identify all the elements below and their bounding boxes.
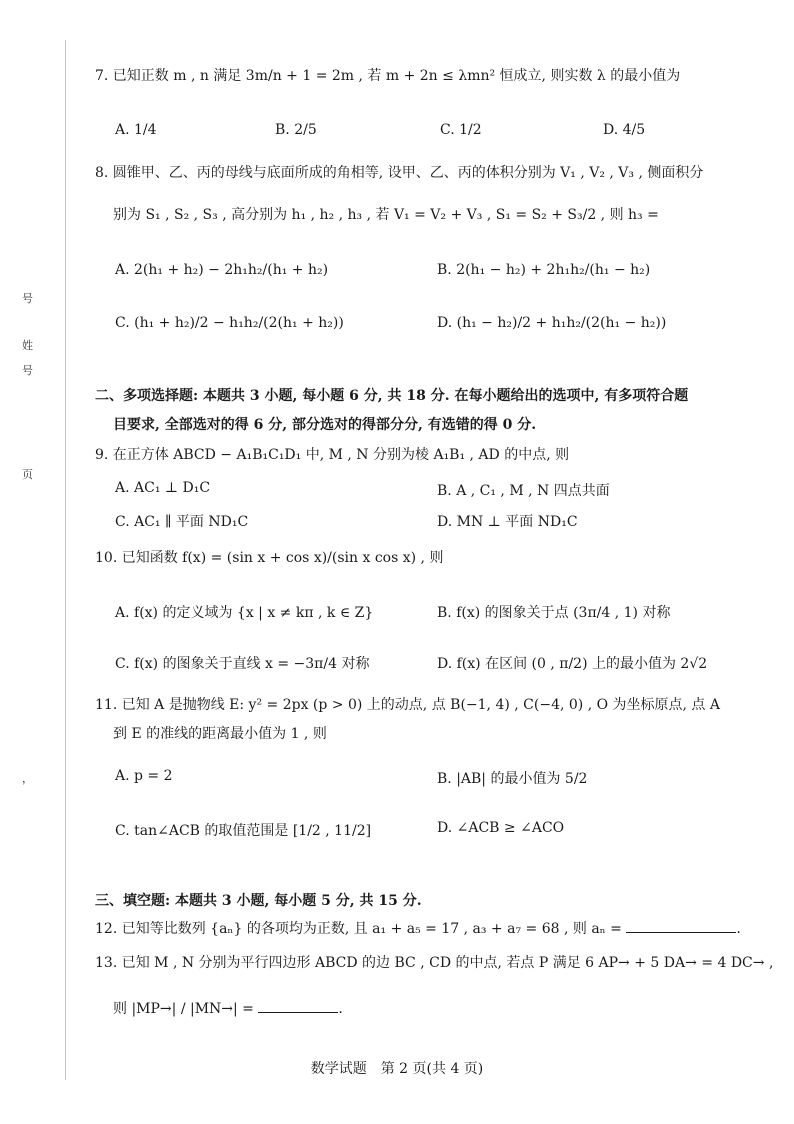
q10-option-d: D. f(x) 在区间 (0 , π/2) 上的最小值为 2√2: [437, 656, 708, 672]
q12-answer-blank[interactable]: [626, 920, 736, 933]
q9-option-d: D. MN ⊥ 平面 ND₁C: [437, 514, 578, 530]
q9-option-a: A. AC₁ ⊥ D₁C: [115, 480, 211, 496]
q11-option-c: C. tan∠ACB 的取值范围是 [1/2 , 11/2]: [115, 823, 372, 839]
q8-option-c: C. (h₁ + h₂)/2 − h₁h₂/(2(h₁ + h₂)): [115, 315, 344, 331]
q13-end: .: [338, 1001, 343, 1017]
q13-line2: [113, 1000, 343, 1018]
q9-option-c: C. AC₁ ∥ 平面 ND₁C: [115, 514, 249, 530]
q8-option-d: D. (h₁ − h₂)/2 + h₁h₂/(2(h₁ − h₂)): [437, 315, 667, 331]
q7-stem: 7. 已知正数 m , n 满足 3m/n + 1 = 2m , 若 m + 2n ≤ λmn² 恒成立, 则实数 λ 的最小值为: [95, 68, 681, 84]
q8-stem-line2: 别为 S₁ , S₂ , S₃ , 高分别为 h₁ , h₂ , h₃ , 若 V₁ = V₂ + V₃ , S₁ = S₂ + S₃/2 , 则 h₃ =: [113, 207, 659, 223]
margin-mark: 号: [22, 364, 33, 377]
q10-option-c: C. f(x) 的图象关于直线 x = −3π/4 对称: [115, 656, 370, 672]
q8-stem-line1: 8. 圆锥甲、乙、丙的母线与底面所成的角相等, 设甲、乙、丙的体积分别为 V₁ , V₂ , V₃ , 侧面积分: [95, 165, 704, 181]
page-footer: 数学试题 第 2 页(共 4 页): [310, 1061, 484, 1077]
q11-stem-line2: 到 E 的准线的距离最小值为 1 , 则: [113, 726, 327, 742]
q9-option-b: B. A , C₁ , M , N 四点共面: [437, 483, 610, 499]
margin-mark: ，: [22, 772, 33, 785]
q11-option-d: D. ∠ACB ≥ ∠ACO: [437, 820, 565, 836]
margin-mark: 姓: [22, 339, 33, 352]
q8-option-a: A. 2(h₁ + h₂) − 2h₁h₂/(h₁ + h₂): [115, 262, 329, 278]
q10-option-b: B. f(x) 的图象关于点 (3π/4 , 1) 对称: [437, 605, 671, 621]
binding-line: [65, 40, 66, 1080]
q7-option-d: D. 4/5: [603, 122, 646, 138]
q13-answer-blank[interactable]: [258, 1000, 338, 1013]
q11-option-a: A. p = 2: [115, 768, 173, 784]
section3-heading: 三、填空题: 本题共 3 小题, 每小题 5 分, 共 15 分.: [95, 893, 422, 909]
q7-option-a: A. 1/4: [115, 122, 157, 138]
q11-option-b: B. |AB| 的最小值为 5/2: [437, 771, 588, 787]
q13-stem-line2: 则 |MP→| / |MN→| =: [113, 1001, 254, 1017]
q7-option-b: B. 2/5: [275, 122, 317, 138]
q12-stem: 12. 已知等比数列 {aₙ} 的各项均为正数, 且 a₁ + a₅ = 17 , a₃ + a₇ = 68 , 则 aₙ =: [95, 921, 622, 937]
q12-line: [95, 920, 741, 938]
q11-stem-line1: 11. 已知 A 是抛物线 E: y² = 2px (p > 0) 上的动点, 点 B(−1, 4) , C(−4, 0) , O 为坐标原点, 点 A: [95, 697, 720, 713]
margin-mark: 页: [22, 468, 33, 481]
q7-option-c: C. 1/2: [440, 122, 482, 138]
section2-heading-line1: 二、多项选择题: 本题共 3 小题, 每小题 6 分, 共 18 分. 在每小题给出的选项中, 有多项符合题: [95, 388, 689, 404]
q13-stem-line1: 13. 已知 M , N 分别为平行四边形 ABCD 的边 BC , CD 的中点, 若点 P 满足 6 AP→ + 5 DA→ = 4 DC→ ,: [95, 955, 774, 971]
q10-option-a: A. f(x) 的定义域为 {x | x ≠ kπ , k ∈ Z}: [115, 605, 374, 621]
section2-heading-line2: 目要求, 全部选对的得 6 分, 部分选对的得部分分, 有选错的得 0 分.: [113, 417, 537, 433]
q8-option-b: B. 2(h₁ − h₂) + 2h₁h₂/(h₁ − h₂): [437, 262, 651, 278]
q12-end: .: [736, 921, 741, 937]
q10-stem: 10. 已知函数 f(x) = (sin x + cos x)/(sin x cos x) , 则: [95, 550, 444, 566]
q9-stem: 9. 在正方体 ABCD − A₁B₁C₁D₁ 中, M , N 分别为棱 A₁B₁ , AD 的中点, 则: [95, 447, 570, 463]
margin-mark: 号: [22, 292, 33, 305]
